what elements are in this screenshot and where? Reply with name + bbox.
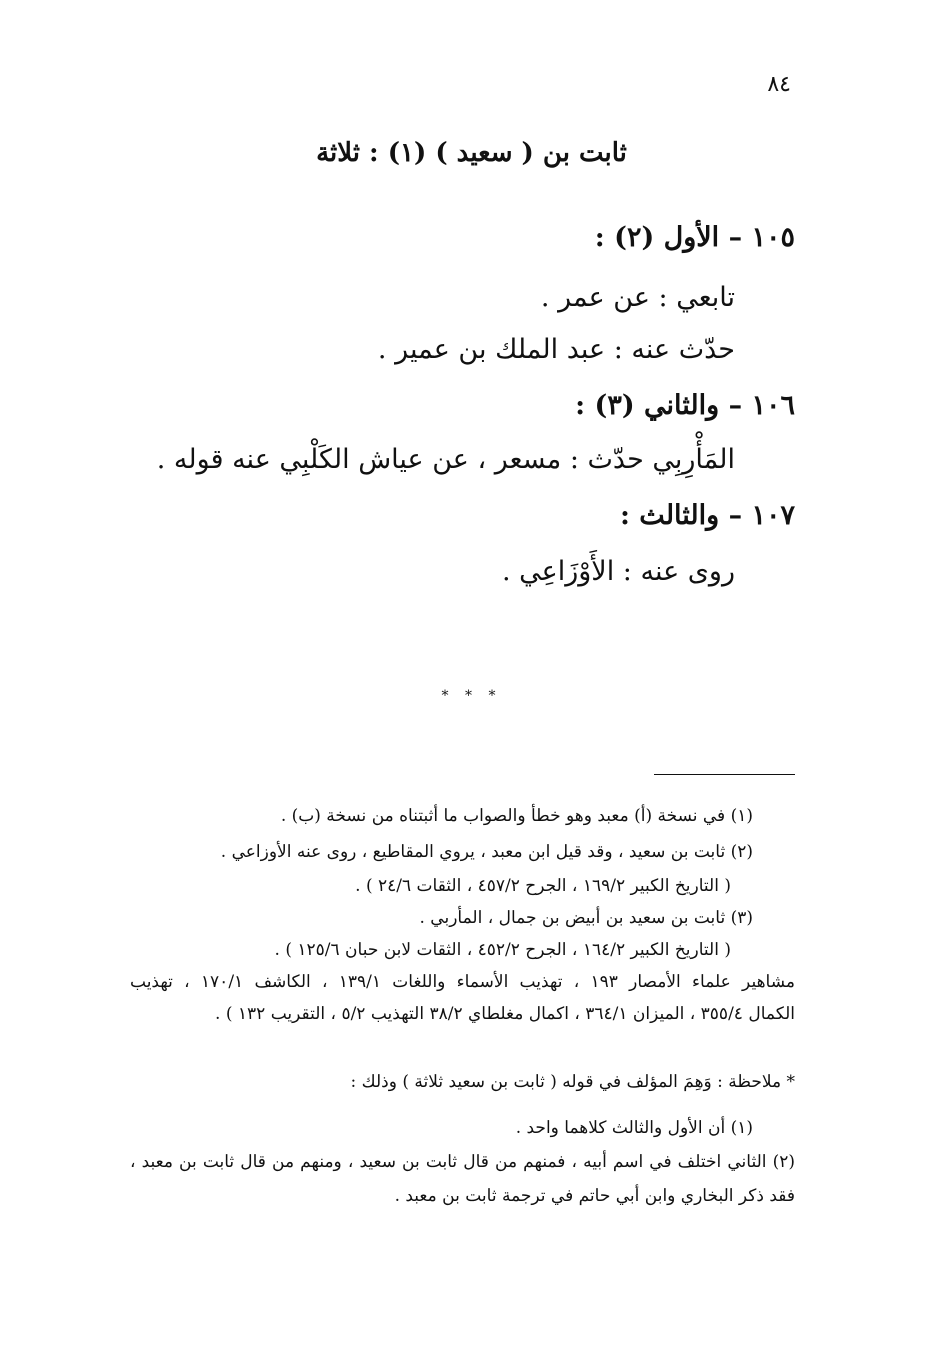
editor-note-point-2-cont: فقد ذكر البخاري وابن أبي حاتم في ترجمة ثابت بن معبد . (394, 1186, 795, 1206)
footnote-3-refs-2: مشاهير علماء الأمصار ١٩٣ ، تهذيب الأسماء واللغات ١٣٩/١ ، الكاشف ١٧٠/١ ، تهذيب (130, 972, 795, 992)
entry-105-heading: ١٠٥ – الأول (٢) : (594, 222, 795, 253)
page-number: ٨٤ (767, 72, 791, 97)
editor-note: * ملاحظة : وَهِمَ المؤلف في قوله ( ثابت بن سعيد ثلاثة ) وذلك : (350, 1072, 795, 1092)
footnote-rule (654, 774, 795, 775)
entry-105-line-1: تابعي : عن عمر . (540, 282, 735, 313)
entry-107-line-1: روى عنه : الأَوْزَاعِي . (501, 556, 735, 587)
entry-106-line-1: المَأْرِبِي حدّث : مسعر ، عن عياش الكَلْبِي عنه قوله . (156, 444, 735, 475)
editor-note-point-1: (١) أن الأول والثالث كلاهما واحد . (515, 1118, 753, 1138)
footnote-3-refs-3: الكمال ٣٥٥/٤ ، الميزان ٣٦٤/١ ، اكمال مغلطاي ٣٨/٢ التهذيب ٥/٢ ، التقريب ١٣٢ ) . (215, 1004, 795, 1024)
section-title: ثابت بن ( سعيد ) (١) : ثلاثة (316, 138, 627, 168)
entry-106-heading: ١٠٦ – والثاني (٣) : (575, 390, 795, 421)
footnote-3: (٣) ثابت بن سعيد بن أبيض بن جمال ، المأربي . (419, 908, 753, 928)
footnote-1: (١) في نسخة (أ) معبد وهو خطأ والصواب ما أثبتناه من نسخة (ب) . (280, 806, 753, 826)
section-separator: * * * (441, 688, 502, 704)
footnote-3-refs-1: ( التاريخ الكبير ١٦٤/٢ ، الجرح ٤٥٢/٢ ، الثقات لابن حبان ١٢٥/٦ ) . (274, 940, 731, 960)
footnote-2-refs: ( التاريخ الكبير ١٦٩/٢ ، الجرح ٤٥٧/٢ ، الثقات ٢٤/٦ ) . (355, 876, 731, 896)
entry-105-line-2: حدّث عنه : عبد الملك بن عمير . (377, 334, 735, 365)
footnote-2: (٢) ثابت بن سعيد ، وقد قيل ابن معبد ، يروي المقاطيع ، روى عنه الأوزاعي . (220, 842, 753, 862)
entry-107-heading: ١٠٧ – والثالث : (619, 500, 795, 531)
editor-note-point-2: (٢) الثاني اختلف في اسم أبيه ، فمنهم من قال ثابت بن سعيد ، ومنهم من قال ثابت بن معبد ، (130, 1152, 795, 1172)
